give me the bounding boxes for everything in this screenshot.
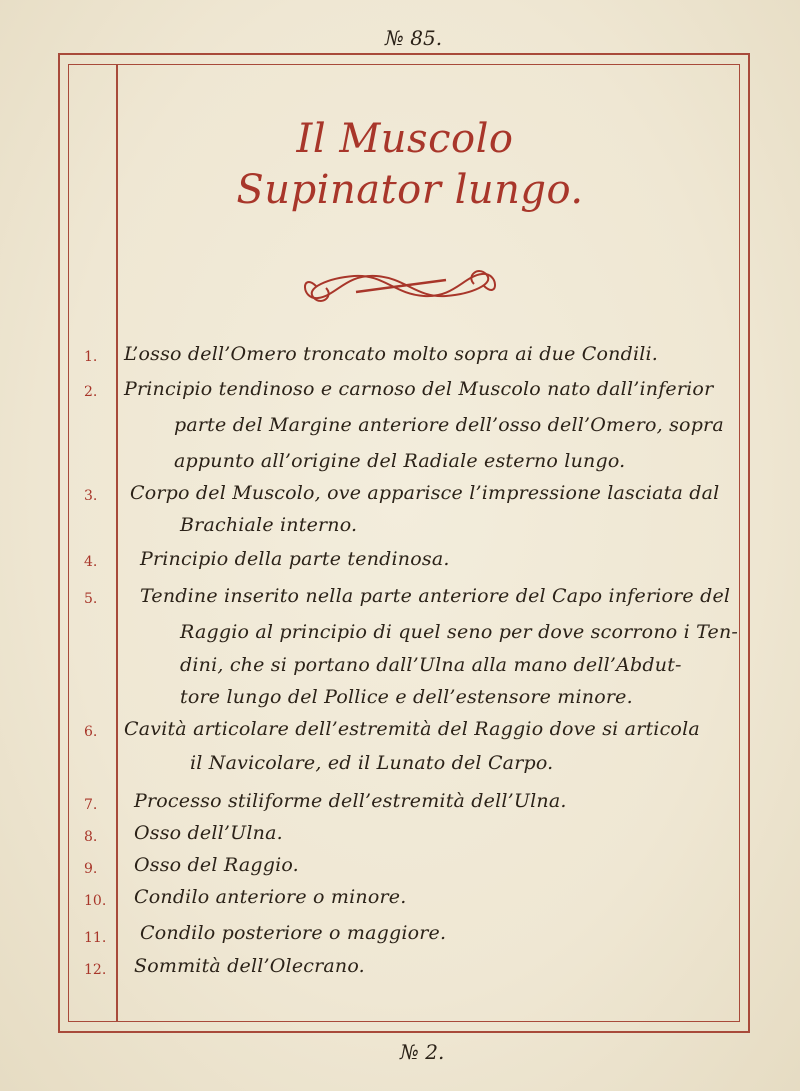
item-9-line-1: Osso del Raggio. xyxy=(134,854,299,876)
item-5-line-1: Tendine inserito nella parte anteriore del Capo inferiore del xyxy=(140,585,731,607)
page-number: № 85. xyxy=(385,26,443,50)
item-number-6: 6. xyxy=(84,724,98,740)
item-number-9: 9. xyxy=(84,861,98,877)
item-5-line-4: tore lungo del Pollice e dell’estensore minore. xyxy=(180,686,633,708)
item-10-line-1: Condilo anteriore o minore. xyxy=(134,886,407,908)
item-6-line-2: il Navicolare, ed il Lunato del Carpo. xyxy=(190,752,554,774)
item-number-2: 2. xyxy=(84,384,98,400)
item-5-line-3: dini, che si portano dall’Ulna alla mano dell’Abdut- xyxy=(180,654,682,676)
item-number-4: 4. xyxy=(84,554,98,570)
item-11-line-1: Condilo posteriore o maggiore. xyxy=(140,922,447,944)
folio-number: № 2. xyxy=(400,1040,445,1064)
item-2-line-1: Principio tendinoso e carnoso del Muscolo nato dall’inferior xyxy=(124,378,714,400)
item-number-1: 1. xyxy=(84,349,98,365)
item-number-8: 8. xyxy=(84,829,98,845)
item-2-line-3: appunto all’origine del Radiale esterno lungo. xyxy=(174,450,626,472)
item-7-line-1: Processo stiliforme dell’estremità dell’Ulna. xyxy=(134,790,567,812)
margin-rule xyxy=(116,64,118,1022)
title-line-2: Supinator lungo. xyxy=(236,167,584,213)
item-4-line-1: Principio della parte tendinosa. xyxy=(140,548,450,570)
calligraphic-flourish-icon xyxy=(296,262,504,310)
item-2-line-2: parte del Margine anteriore dell’osso dell’Omero, sopra xyxy=(174,414,724,436)
item-number-10: 10. xyxy=(84,893,107,909)
item-5-line-2: Raggio al principio di quel seno per dove scorrono i Ten- xyxy=(180,621,739,643)
item-number-7: 7. xyxy=(84,797,98,813)
item-number-5: 5. xyxy=(84,591,98,607)
item-3-line-2: Brachiale interno. xyxy=(180,514,358,536)
item-number-3: 3. xyxy=(84,488,98,504)
item-1-line-1: L’osso dell’Omero troncato molto sopra ai due Condili. xyxy=(124,343,659,365)
item-3-line-1: Corpo del Muscolo, ove apparisce l’impressione lasciata dal xyxy=(130,482,720,504)
item-6-line-1: Cavità articolare dell’estremità del Raggio dove si articola xyxy=(124,718,700,740)
item-number-11: 11. xyxy=(84,930,107,946)
item-number-12: 12. xyxy=(84,962,107,978)
item-8-line-1: Osso dell’Ulna. xyxy=(134,822,283,844)
item-12-line-1: Sommità dell’Olecrano. xyxy=(134,955,365,977)
title-line-1: Il Muscolo xyxy=(296,116,514,162)
